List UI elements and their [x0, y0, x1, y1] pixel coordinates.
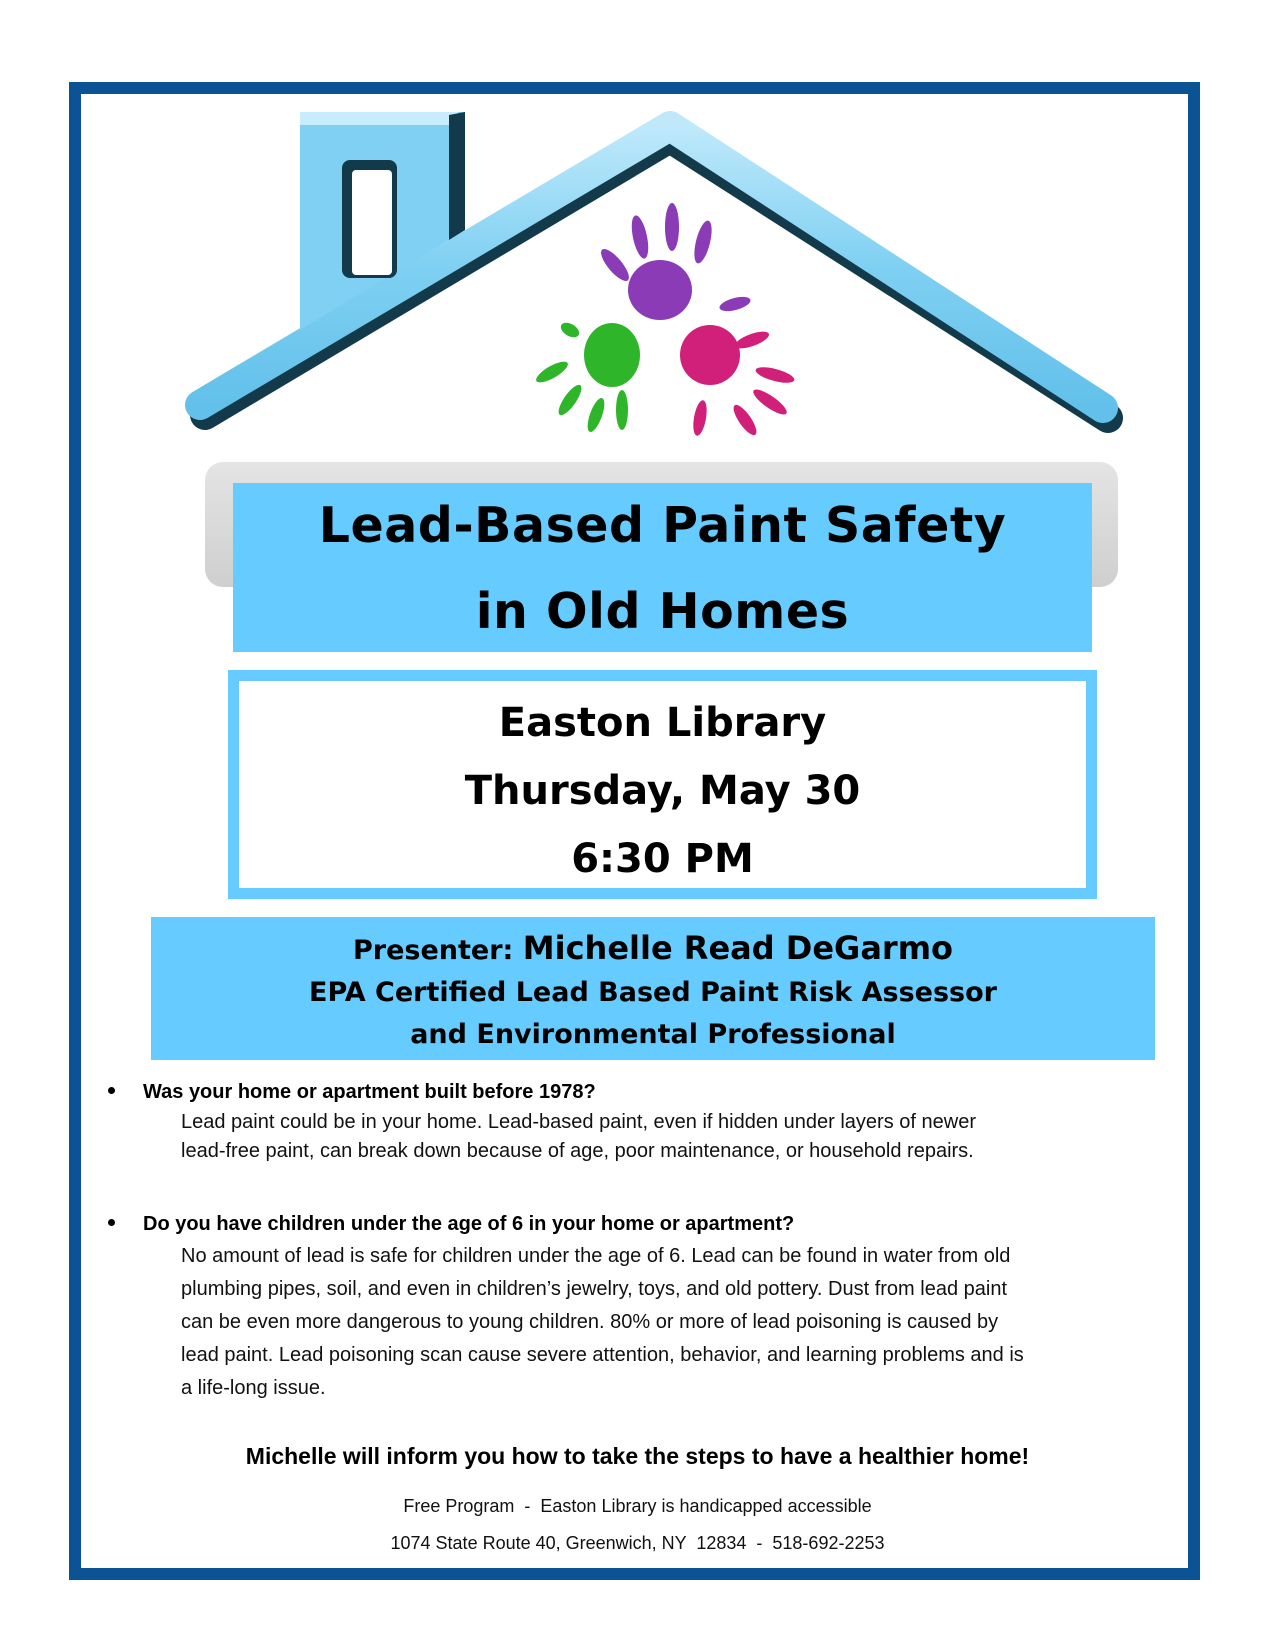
- event-details-box: [228, 670, 1097, 899]
- event-location: Easton Library: [498, 700, 827, 746]
- closing-statement: Michelle will inform you how to take the steps to have a healthier home!: [245, 1443, 1030, 1469]
- footer-address-phone: 1074 State Route 40, Greenwich, NY 12834 - 518-692-2253: [390, 1533, 885, 1553]
- bullet-heading: Do you have children under the age of 6 in your home or apartment?: [143, 1213, 795, 1235]
- presenter-label: Presenter:: [352, 935, 523, 966]
- info-bullet-list: [100, 1076, 1160, 1405]
- bullet-body: Lead paint could be in your home. Lead-based paint, even if hidden under layers of newer lead-free paint, can break down because of age, poor maintenance, or household repairs.: [181, 1111, 976, 1162]
- page-title-line-1: Lead-Based Paint Safety: [318, 497, 1007, 554]
- event-date: Thursday, May 30: [464, 768, 861, 814]
- presenter-credential-2: and Environmental Professional: [410, 1019, 896, 1050]
- page-title-line-2: in Old Homes: [475, 583, 850, 640]
- list-item: [100, 1208, 1160, 1405]
- bullet-icon: [108, 1219, 115, 1226]
- event-time: 6:30 PM: [571, 836, 754, 882]
- presenter-name: Michelle Read DeGarmo: [522, 929, 954, 967]
- presenter-line: [151, 927, 1155, 972]
- bullet-icon: [108, 1087, 115, 1094]
- presenter-banner: [151, 917, 1155, 1060]
- list-item: [100, 1076, 1160, 1166]
- bullet-body: No amount of lead is safe for children under the age of 6. Lead can be found in water from old plumbing pipes, soil, and even in children’s jewelry, toys, and old pottery. Dust from lead paint can be even more dangerous to young children. 80% or more of lead poisoning is caused by lead paint. Lead poisoning scan cause severe attention, behavior, and learning problems and is a life-long issue.: [181, 1245, 1024, 1399]
- presenter-credential-1: EPA Certified Lead Based Paint Risk Assessor: [309, 977, 997, 1008]
- title-banner: [233, 483, 1092, 652]
- footer-program-note: Free Program - Easton Library is handicapped accessible: [403, 1496, 872, 1516]
- bullet-heading: Was your home or apartment built before 1978?: [143, 1081, 596, 1103]
